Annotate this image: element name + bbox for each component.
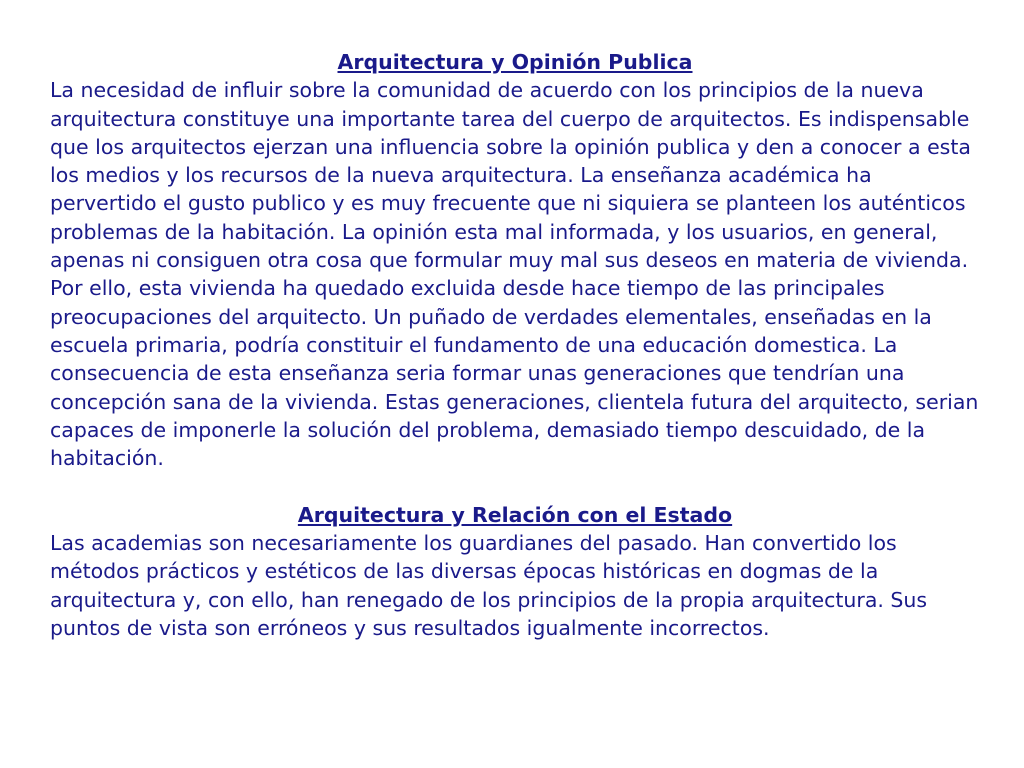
section-body-opinion-publica: La necesidad de influir sobre la comunidad de acuerdo con los principios de la nueva arquitectura constituye una importante tarea del cuerpo de arquitectos. Es indispensable que los arquitectos ejerzan una influencia sobre la opinión publica y den a conocer a esta los medios y los recursos de la nueva arquitectura. La enseñanza académica ha pervertido el gusto publico y es muy frecuente que ni siquiera se planteen los auténticos problemas de la habitación. La opinión esta mal informada, y los usuarios, en general, apenas ni consiguen otra cosa que formular muy mal sus deseos en materia de vivienda. Por ello, esta vivienda ha quedado excluida desde hace tiempo de las principales preocupaciones del arquitecto. Un puñado de verdades elementales, enseñadas en la escuela primaria, podría constituir el fundamento de una educación domestica. La consecuencia de esta enseñanza seria formar unas generaciones que tendrían una concepción sana de la vivienda. Estas generaciones, clientela futura del arquitecto, serian capaces de imponerle la solución del problema, demasiado tiempo descuidado, de la habitación. xyxy=(50,78,979,471)
section-title-opinion-publica: Arquitectura y Opinión Publica xyxy=(337,50,693,74)
section-title-relacion-estado: Arquitectura y Relación con el Estado xyxy=(297,502,733,527)
section-divider xyxy=(50,472,980,500)
section-body-relacion-estado: Las academias son necesariamente los guardianes del pasado. Han convertido los métodos prácticos y estéticos de las diversas épocas históricas en dogmas de la arquitectura y, con ello, han renegado de los principios de la propia arquitectura. Sus puntos de vista son erróneos y sus resultados igualmente incorrectos. xyxy=(50,531,928,640)
document-page xyxy=(50,48,980,642)
